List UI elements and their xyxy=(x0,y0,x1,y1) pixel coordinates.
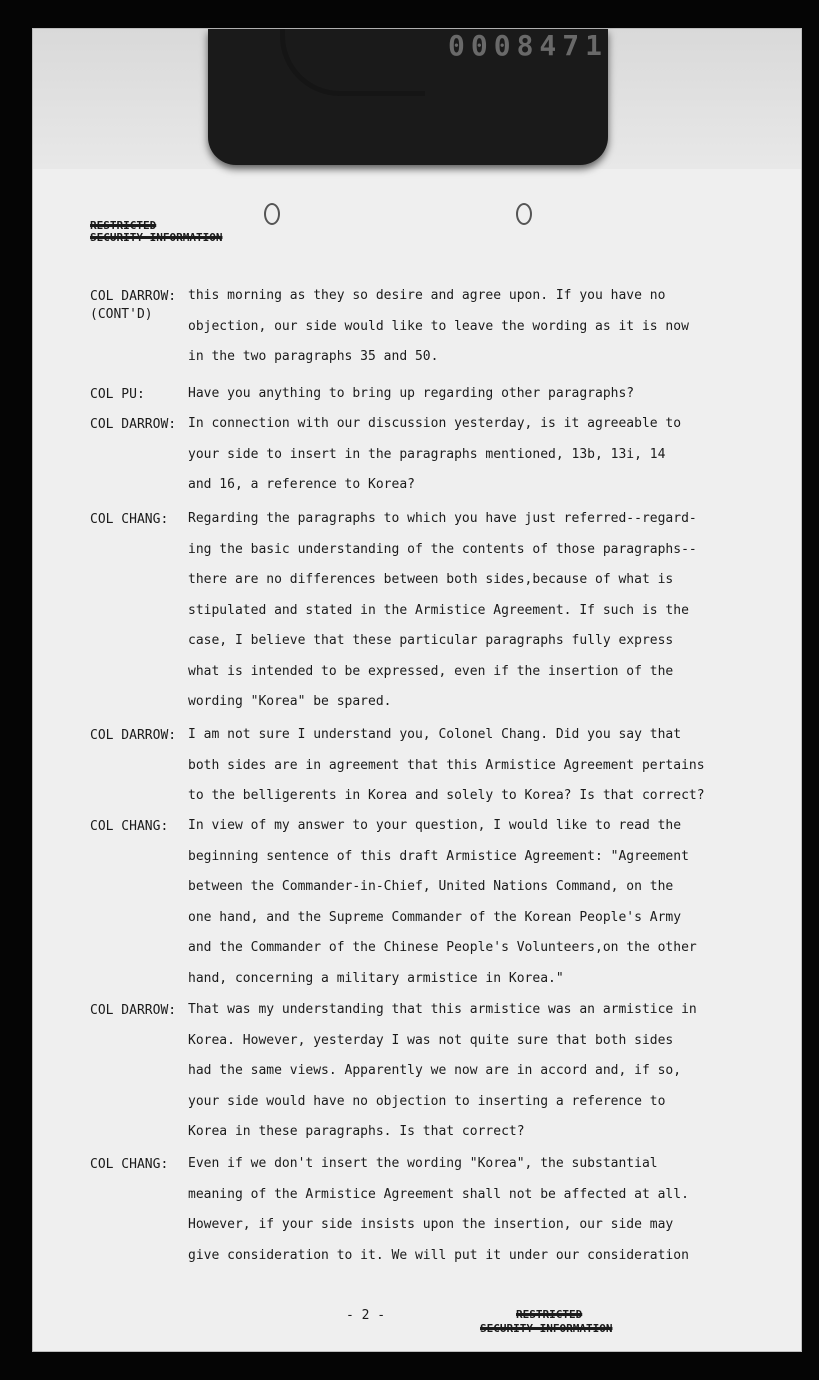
speech-text xyxy=(188,818,728,1001)
speech-line: and 16, a reference to Korea? xyxy=(188,477,415,492)
speech-line: objection, our side would like to leave the wording as it is now xyxy=(188,318,689,334)
speech-line: Korea. However, yesterday I was not quite sure that both sides xyxy=(188,1032,674,1048)
page-number: - 2 - xyxy=(346,1308,386,1323)
speech-text xyxy=(188,1156,728,1278)
footer-classification xyxy=(480,1308,612,1336)
header-classification xyxy=(90,220,730,244)
speaker-label: COL CHANG: xyxy=(90,512,169,527)
speech-text xyxy=(188,416,728,508)
speech-line: had the same views. Apparently we now are in accord and, if so, xyxy=(188,1063,682,1078)
footer-classification-line-2: SECURITY INFORMATION xyxy=(480,1322,613,1335)
speech-line: case, I believe that these particular paragraphs fully express xyxy=(188,633,674,648)
classification-line-1: RESTRICTED xyxy=(90,219,157,232)
speaker-label: COL CHANG: xyxy=(90,819,169,834)
speech-text xyxy=(188,386,728,417)
binder-clip-wire xyxy=(280,29,425,96)
speech-line: That was my understanding that this armistice was an armistice in xyxy=(188,1002,697,1017)
classification-line-2: SECURITY INFORMATION xyxy=(90,231,223,244)
speaker-label: COL PU: xyxy=(90,387,145,402)
speech-text xyxy=(188,511,728,725)
speech-line: your side would have no objection to inserting a reference to xyxy=(188,1093,666,1109)
speaker-label: COL DARROW: xyxy=(90,417,177,432)
speech-line: Even if we don't insert the wording "Korea", the substantial xyxy=(188,1156,658,1171)
speech-line: between the Commander-in-Chief, United Nations Command, on the xyxy=(188,879,674,894)
speech-line: hand, concerning a military armistice in Korea." xyxy=(188,970,564,986)
page-footer xyxy=(90,1308,730,1348)
speaker-label: COL DARROW: xyxy=(90,728,177,743)
document-number-stamp: 0008471 xyxy=(448,29,609,62)
speech-line: both sides are in agreement that this Armistice Agreement pertains xyxy=(188,757,705,773)
speech-line: In view of my answer to your question, I would like to read the xyxy=(188,818,682,833)
speech-line: give consideration to it. We will put it under our consideration xyxy=(188,1247,689,1263)
speech-line: meaning of the Armistice Agreement shall not be affected at all. xyxy=(188,1186,689,1202)
speech-line: In connection with our discussion yesterday, is it agreeable to xyxy=(188,416,682,431)
speech-line: Regarding the paragraphs to which you have just referred--regard- xyxy=(188,511,697,526)
footer-classification-line-1: RESTRICTED xyxy=(516,1308,583,1321)
speech-line: to the belligerents in Korea and solely to Korea? Is that correct? xyxy=(188,788,705,803)
speech-line: your side to insert in the paragraphs mentioned, 13b, 13i, 14 xyxy=(188,446,666,462)
speech-line: stipulated and stated in the Armistice Agreement. If such is the xyxy=(188,602,689,618)
speech-line: wording "Korea" be spared. xyxy=(188,694,392,709)
speech-line: I am not sure I understand you, Colonel Chang. Did you say that xyxy=(188,727,682,742)
speaker-label: COL DARROW: (CONT'D) xyxy=(90,289,177,322)
speaker-label: COL DARROW: xyxy=(90,1003,177,1018)
speaker-label: COL CHANG: xyxy=(90,1157,169,1172)
speech-text xyxy=(188,1002,728,1155)
speech-line: one hand, and the Supreme Commander of the Korean People's Army xyxy=(188,909,682,925)
speech-line: this morning as they so desire and agree upon. If you have no xyxy=(188,288,666,303)
speech-line: Have you anything to bring up regarding other paragraphs? xyxy=(188,386,635,401)
speech-line: beginning sentence of this draft Armistice Agreement: "Agreement xyxy=(188,848,689,864)
speech-line: there are no differences between both sides,because of what is xyxy=(188,572,674,587)
document-page xyxy=(90,219,730,1335)
speech-line: what is intended to be expressed, even if the insertion of the xyxy=(188,663,674,679)
speech-line: However, if your side insists upon the insertion, our side may xyxy=(188,1217,674,1232)
speech-line: Korea in these paragraphs. Is that correct? xyxy=(188,1124,525,1139)
speech-text xyxy=(188,727,728,819)
speech-line: and the Commander of the Chinese People's Volunteers,on the other xyxy=(188,940,697,955)
speech-line: in the two paragraphs 35 and 50. xyxy=(188,349,439,364)
speech-text xyxy=(188,288,728,380)
speech-line: ing the basic understanding of the contents of those paragraphs-- xyxy=(188,541,697,557)
binder-clip xyxy=(208,29,608,165)
